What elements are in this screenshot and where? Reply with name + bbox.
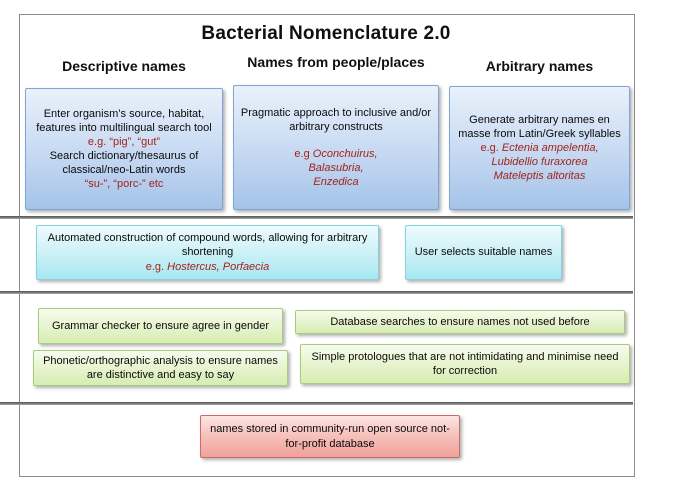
people-places-example-line-3: Enzedica [313, 176, 359, 189]
descriptive-names-box [25, 88, 223, 210]
example-prefix: e.g. [145, 260, 168, 273]
arbitrary-example-line-3: Mateleptis altoritas [493, 170, 586, 183]
section-divider-3 [0, 402, 633, 405]
descriptive-example-2: “su-”, “porc-” etc [84, 178, 164, 191]
page-title: Bacterial Nomenclature 2.0 [201, 23, 451, 44]
section-divider-1 [0, 216, 633, 219]
phonetic-analysis-box [33, 350, 288, 386]
people-places-box [233, 85, 439, 210]
compound-words-text: Automated construction of compound words, allowing for arbitrary shortening [47, 232, 368, 259]
example-name: Hostercus, Porfaecia [167, 260, 270, 273]
database-searches-box [295, 310, 625, 334]
column-header-names-from-people-places: Names from people/places [247, 54, 425, 70]
arbitrary-names-box [449, 86, 630, 210]
arbitrary-example-line-2: Lubidellio furaxorea [491, 156, 588, 169]
example-name: Ectenia ampelentia, [501, 141, 599, 154]
compound-words-example [43, 260, 372, 274]
simple-protologues-box [300, 344, 630, 384]
compound-words-box [36, 225, 379, 280]
names-storage-box [200, 415, 460, 458]
arbitrary-text: Generate arbitrary names en masse from Latin/Greek syllables [458, 113, 621, 140]
simple-protologues-text: Simple protologues that are not intimidating and minimise need for correction [311, 350, 619, 377]
example-name: Oconchuirus, [312, 147, 378, 160]
people-places-example-line-1 [240, 147, 432, 161]
descriptive-text-1: Enter organism’s source, habitat, features into multilingual search tool [36, 107, 212, 134]
column-header-descriptive-names: Descriptive names [62, 58, 186, 74]
example-prefix: e.g. [480, 141, 502, 154]
example-prefix: e.g [294, 147, 313, 160]
descriptive-example-1: e.g. “pig”, “gut” [87, 135, 161, 148]
user-selects-text: User selects suitable names [414, 246, 553, 259]
grammar-checker-box [38, 308, 283, 344]
user-selects-box [405, 225, 562, 280]
grammar-checker-text: Grammar checker to ensure agree in gender [51, 319, 270, 332]
people-places-example-line-2: Balasubria, [308, 162, 364, 175]
section-divider-2 [0, 291, 633, 294]
names-storage-text: names stored in community-run open source not-for-profit database [210, 423, 450, 450]
phonetic-analysis-text: Phonetic/orthographic analysis to ensure names are distinctive and easy to say [43, 354, 278, 381]
arbitrary-example-line-1 [456, 141, 623, 155]
database-searches-text: Database searches to ensure names not used before [330, 315, 590, 328]
descriptive-text-2: Search dictionary/thesaurus of classical/neo-Latin words [49, 150, 199, 177]
people-places-text: Pragmatic approach to inclusive and/or arbitrary constructs [240, 106, 432, 133]
column-header-arbitrary-names: Arbitrary names [485, 58, 594, 74]
